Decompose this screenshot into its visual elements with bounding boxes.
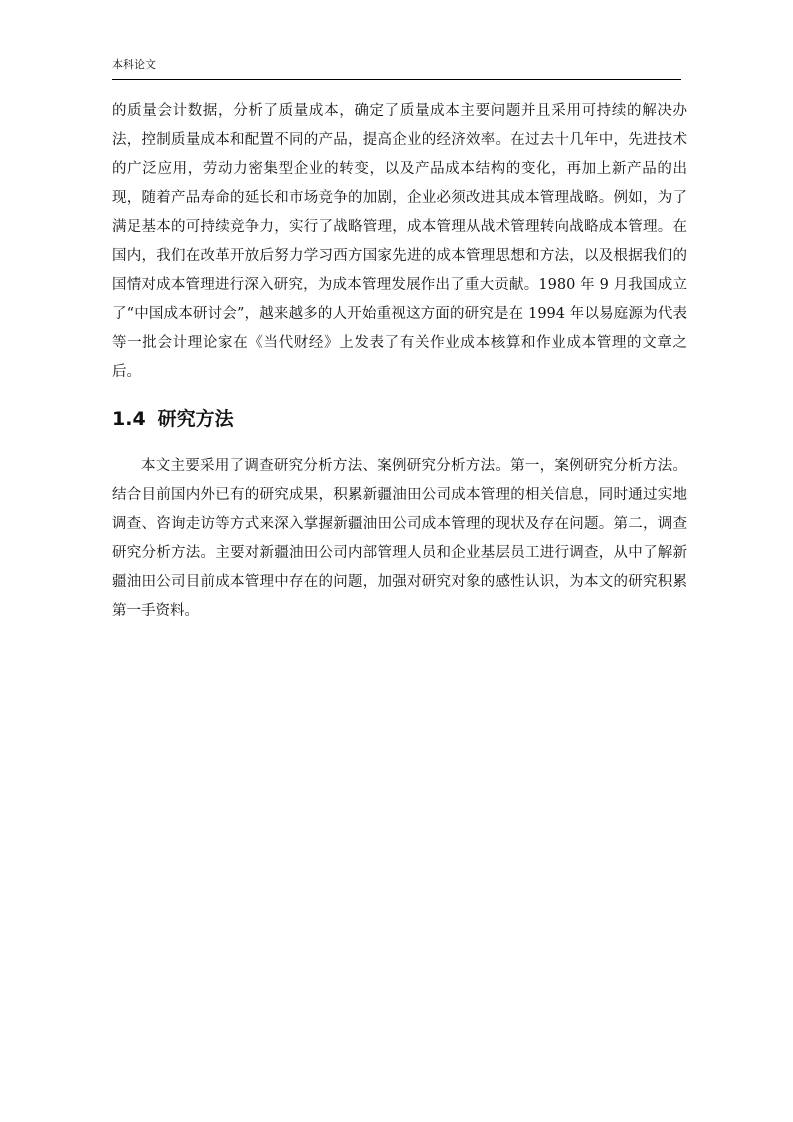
page-content <box>112 97 687 626</box>
header-title: 本科论文 <box>112 58 156 71</box>
section-heading <box>112 407 687 431</box>
section-title: 研究方法 <box>157 408 234 430</box>
body-paragraph-1: 的质量会计数据，分析了质量成本，确定了质量成本主要问题并且采用可持续的解决办法，控制质量成本和配置不同的产品，提高企业的经济效率。在过去十几年中，先进技术的广泛应用，劳动力密集型企业的转变，以及产品成本结构的变化，再加上新产品的出现，随着产品寿命的延长和市场竞争的加剧，企业必须改进其成本管理战略。例如，为了满足基本的可持续竞争力，实行了战略管理，成本管理从战术管理转向战略成本管理。在国内，我们在改革开放后努力学习西方国家先进的成本管理思想和方法，以及根据我们的国情对成本管理进行深入研究，为成本管理发展作出了重大贡献。1980 年 9 月我国成立了“中国成本研讨会”，越来越多的人开始重视这方面的研究是在 1994 年以易庭源为代表等一批会计理论家在《当代财经》上发表了有关作业成本核算和作业成本管理的文章之后。 <box>112 103 687 380</box>
body-paragraph-2: 本文主要采用了调查研究分析方法、案例研究分析方法。第一，案例研究分析方法。结合目前国内外已有的研究成果，积累新疆油田公司成本管理的相关信息，同时通过实地调查、咨询走访等方式来深入掌握新疆油田公司成本管理的现状及存在问题。第二，调查研究分析方法。主要对新疆油田公司内部管理人员和企业基层员工进行调查，从中了解新疆油田公司目前成本管理中存在的问题，加强对研究对象的感性认识，为本文的研究积累第一手资料。 <box>112 458 687 619</box>
section-number: 1.4 <box>112 408 146 430</box>
running-header <box>112 58 681 80</box>
